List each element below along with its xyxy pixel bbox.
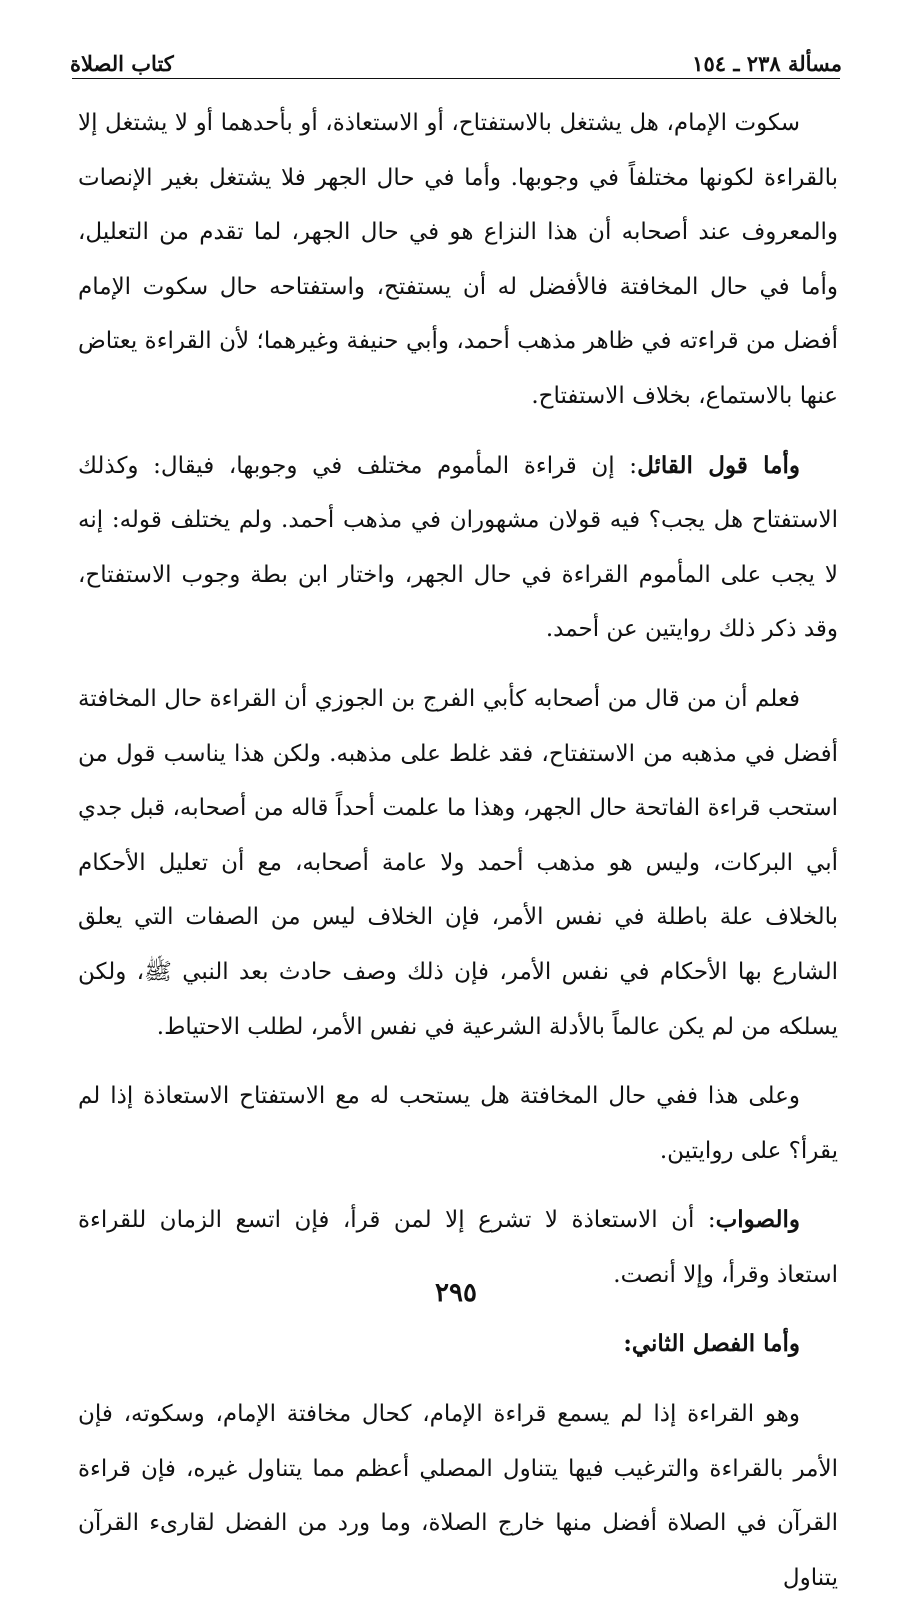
- running-header: [70, 40, 842, 74]
- book-title: كتاب الصلاة: [70, 51, 174, 76]
- paragraph-2-text: : إن قراءة المأموم مختلف في وجوبها، فيقال: وكذلك الاستفتاح هل يجب؟ فيه قولان مشهوران في مذهب أحمد. ولم يختلف قوله: إنه لا يجب على المأموم القراءة في حال الجهر، واختار ابن بطة وجوب الاستفتاح، وقد ذكر ذلك روايتين عن أحمد.: [78, 452, 838, 643]
- paragraph-5-text: : أن الاستعاذة لا تشرع إلا لمن قرأ، فإن اتسع الزمان للقراءة استعاذ وقرأ، وإلا أنصت.: [78, 1207, 838, 1288]
- paragraph-1-text: سكوت الإمام، هل يشتغل بالاستفتاح، أو الاستعاذة، أو بأحدهما أو لا يشتغل إلا بالقراءة لكونها مختلفاً في وجوبها. وأما في حال الجهر فلا يشتغل بغير الإنصات والمعروف عند أصحابه أن هذا النزاع هو في حال الجهر، لما تقدم من التعليل، وأما في حال المخافتة فالأفضل له أن يستفتح، واستفتاحه حال سكوت الإمام أفضل من قراءته في ظاهر مذهب أحمد، وأبي حنيفة وغيرهما؛ لأن القراءة يعتاض عنها بالاستماع، بخلاف الاستفتاح.: [78, 110, 838, 409]
- issue-label: مسألة ٢٣٨ ـ ١٥٤: [692, 51, 842, 76]
- paragraph-4-text: وعلى هذا ففي حال المخافتة هل يستحب له مع الاستفتاح الاستعاذة إذا لم يقرأ؟ على روايتين.: [78, 1083, 838, 1164]
- section-heading-text: :: [623, 1330, 632, 1358]
- paragraph-3-text: فعلم أن من قال من أصحابه كأبي الفرج بن الجوزي أن القراءة حال المخافتة أفضل في مذهبه من الاستفتاح، فقد غلط على مذهبه. ولكن هذا يناسب قول من استحب قراءة الفاتحة حال الجهر، وهذا ما علمت أحداً قاله من أصحابه، قبل جدي أبي البركات، وليس هو مذهب أحمد ولا عامة أصحابه، مع أن تعليل الأحكام بالخلاف علة باطلة في نفس الأمر، فإن الخلاف ليس من الصفات التي يعلق الشارع بها الأحكام في نفس الأمر، فإن ذلك وصف حادث بعد النبي ﷺ، ولكن يسلكه من لم يكن عالماً بالأدلة الشرعية في نفس الأمر، لطلب الاحتياط.: [78, 685, 838, 1040]
- paragraph-3: [78, 672, 838, 1054]
- paragraph-2-lead: وأما قول القائل: [637, 451, 800, 479]
- page-body: [78, 96, 838, 1620]
- paragraph-7-text: وهو القراءة إذا لم يسمع قراءة الإمام، كحال مخافتة الإمام، وسكوته، فإن الأمر بالقراءة والترغيب فيها يتناول المصلي أعظم مما يتناول غيره، فإن قراءة القرآن في الصلاة أفضل منها خارج الصلاة، وما ورد من الفضل لقارىء القرآن يتناول: [78, 1401, 838, 1591]
- section-heading-lead: وأما الفصل الثاني: [631, 1330, 800, 1358]
- paragraph-7: [78, 1387, 838, 1605]
- paragraph-4: [78, 1069, 838, 1178]
- header-divider: [72, 78, 840, 79]
- page-number: ٢٩٥: [435, 1278, 477, 1308]
- paragraph-2: [78, 439, 838, 657]
- paragraph-1: [78, 96, 838, 424]
- paragraph-5-lead: والصواب: [715, 1206, 800, 1234]
